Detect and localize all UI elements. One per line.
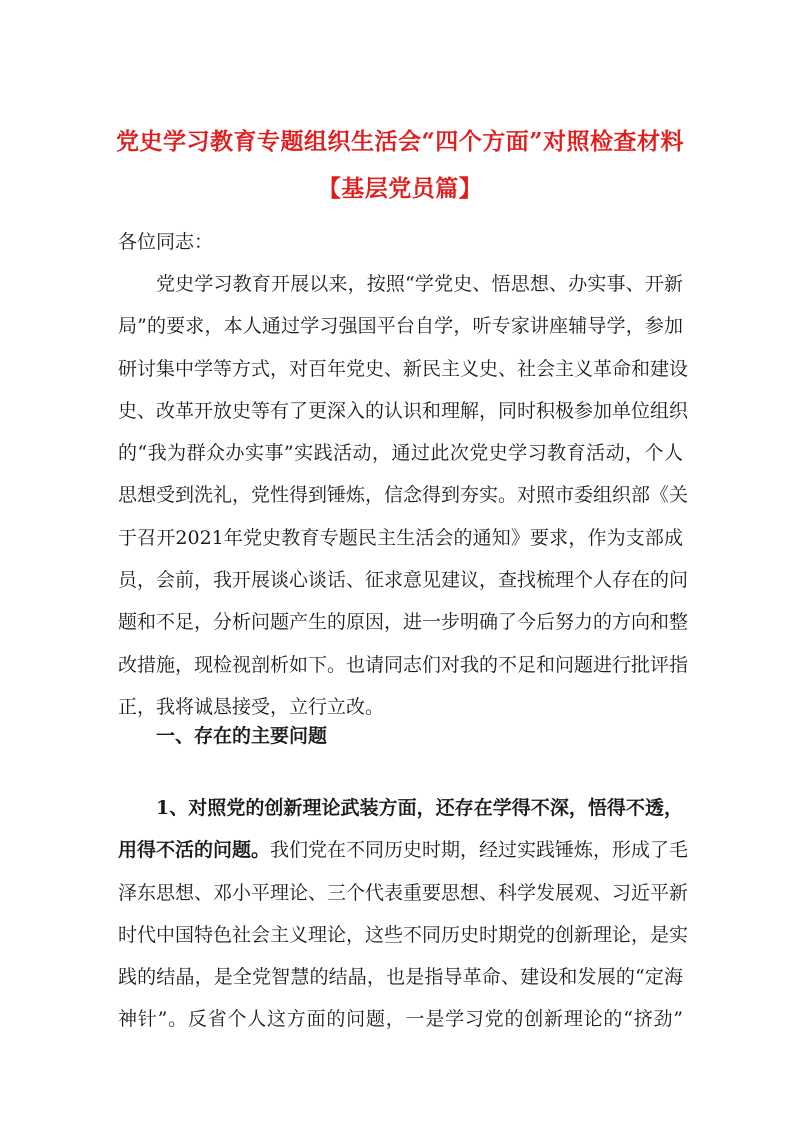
document-title: 党史学习教育专题组织生活会“四个方面”对照检查材料 [116, 128, 684, 155]
paragraph-line [118, 829, 689, 871]
paragraph-line: 党史学习教育开展以来，按照“学党史、悟思想、办实事、开新 [156, 273, 683, 295]
paragraph-line: 研讨集中学等方式，对百年党史、新民主义史、社会主义革命和建设 [118, 357, 689, 380]
paragraph-line: 神针”。反省个人这方面的问题，一是学习党的创新理论的“挤劲” [118, 1008, 683, 1031]
salutation: 各位同志： [118, 231, 214, 253]
paragraph-line: 于召开2021年党史教育专题民主生活会的通知》要求，作为支部成 [118, 526, 683, 549]
document-subtitle: 【基层党员篇】 [317, 175, 483, 202]
paragraph-line: 改措施，现检视剖析如下。也请同志们对我的不足和问题进行批评指 [118, 653, 689, 676]
paragraph-lead-bold: 1、对照党的创新理论武装方面，还存在学得不深，悟得不透， [156, 797, 683, 819]
paragraph-line: 践的结晶，是全党智慧的结晶，也是指导革命、建设和发展的“定海 [118, 966, 683, 989]
paragraph-lead-bold-end: 用得不活的问题。 [118, 839, 271, 862]
paragraph-line: 思想受到洗礼，党性得到锤炼，信念得到夯实。对照市委组织部《关 [118, 484, 689, 507]
paragraph-line: 史、改革开放史等有了更深入的认识和理解，同时积极参加单位组织 [118, 399, 689, 422]
paragraph-line: 局”的要求，本人通过学习强国平台自学，听专家讲座辅导学，参加 [118, 315, 683, 338]
paragraph-intro [118, 263, 689, 728]
paragraph-line: 时代中国特色社会主义理论，这些不同历史时期党的创新理论，是实 [118, 923, 689, 946]
paragraph-line: 员，会前，我开展谈心谈话、征求意见建议，查找梳理个人存在的问 [118, 569, 689, 592]
paragraph-line: 题和不足，分析问题产生的原因，进一步明确了今后努力的方向和整 [118, 611, 689, 634]
paragraph-section-1 [118, 787, 689, 1041]
paragraph-line: 的“我为群众办实事”实践活动，通过此次党史学习教育活动，个人 [118, 442, 683, 465]
paragraph-line-text: 我们党在不同历史时期，经过实践锤炼，形成了毛 [270, 839, 689, 862]
section-heading: 一、存在的主要问题 [156, 725, 328, 747]
paragraph-line: 正，我将诚恳接受，立行立改。 [118, 695, 385, 718]
paragraph-line: 泽东思想、邓小平理论、三个代表重要思想、科学发展观、习近平新 [118, 881, 689, 904]
